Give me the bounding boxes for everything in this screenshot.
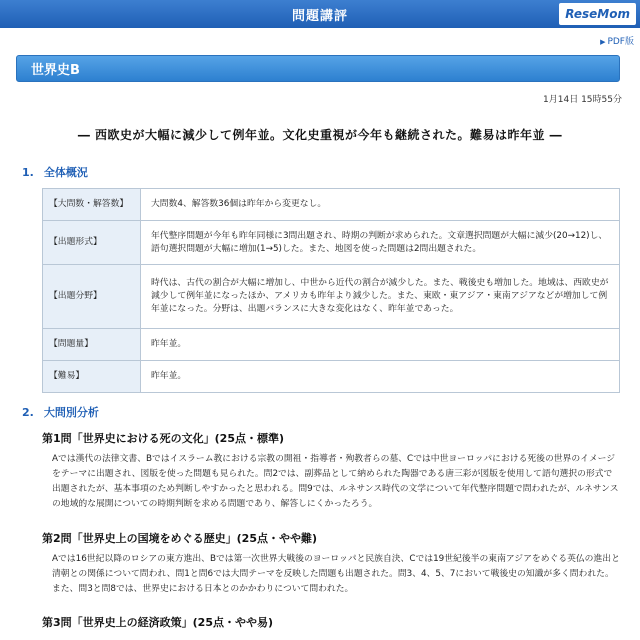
publish-date: 1月14日 15時55分 <box>543 95 622 105</box>
row-label: 【大問数・解答数】 <box>43 189 141 221</box>
section-title-bar <box>16 55 620 82</box>
overview-heading <box>22 164 88 180</box>
row-value: 昨年並。 <box>141 361 620 393</box>
row-label: 【出題形式】 <box>43 221 141 265</box>
banner-title: 問題講評 <box>291 8 348 24</box>
question-3-title: 第3問「世界史上の経済政策」(25点・やや易) <box>42 616 274 629</box>
row-label: 【問題量】 <box>43 329 141 361</box>
overview-heading-text: 全体概況 <box>43 166 88 179</box>
pdf-link-label: PDF版 <box>607 37 634 47</box>
resemom-logo[interactable]: ReseMom <box>559 3 636 25</box>
row-label: 【難易】 <box>43 361 141 393</box>
analysis-heading-number: 2. <box>22 406 34 419</box>
question-1-body: Aでは漢代の法律文書、Bではイスラーム教における宗教の開祖・指導者・殉教者らの墓、Cでは中世ヨーロッパにおける死後の世界のイメージをテーマに出題され、図版を使った問題も見られた。問2では、副葬品として納められた陶器である唐三彩が図版を使用して語句選択の形式で出題されたが、基本事項のため判断しやすかったと思われる。問9では、ルネサンス時代の文学について年代整序問題で問われたが、ルネサンスの地域的な展開についての時期判断を求める問題であり、解答しにくかったろう。 <box>52 454 619 509</box>
row-value: 時代は、古代の割合が大幅に増加し、中世から近代の割合が減少した。また、戦後史も増加した。地域は、西欧史が減少して例年並になったほか、アメリカも昨年より減少した。また、東欧・東アジア・東南アジアなどが増加して例年並になった。分野は、出題バランスに大きな変化はなく、昨年並であった。 <box>141 265 620 329</box>
headline: ― 西欧史が大幅に減少して例年並。文化史重視が今年も継続された。難易は昨年並 ― <box>77 128 563 142</box>
table-row <box>43 189 620 221</box>
table-row <box>43 221 620 265</box>
row-value: 大問数4、解答数36個は昨年から変更なし。 <box>141 189 620 221</box>
top-banner <box>0 0 640 28</box>
row-label: 【出題分野】 <box>43 265 141 329</box>
table-row <box>43 329 620 361</box>
row-value: 昨年並。 <box>141 329 620 361</box>
analysis-heading <box>22 404 99 420</box>
triangle-right-icon: ▶ <box>600 38 606 46</box>
analysis-heading-text: 大問別分析 <box>43 406 99 419</box>
question-2-title: 第2問「世界史上の国境をめぐる歴史」(25点・やや難) <box>42 532 318 545</box>
table-row <box>43 265 620 329</box>
section-title: 世界史B <box>31 63 80 78</box>
question-1-title: 第1問「世界史における死の文化」(25点・標準) <box>42 432 285 445</box>
table-row <box>43 361 620 393</box>
overview-table <box>42 188 620 393</box>
question-2-body: Aでは16世紀以降のロシアの東方進出、Bでは第一次世界大戦後のヨーロッパと民族自決、Cでは19世紀後半の東南アジアをめぐる英仏の進出と清朝との関係について問われ、問1と問6では大問テーマを反映した問題も出題された。問3、4、5、7において戦後史の知識が多く問われた。また、問3と問8では、世界史における日本とのかかわりについて問われた。 <box>52 554 620 594</box>
overview-heading-number: 1. <box>22 166 34 179</box>
row-value: 年代整序問題が今年も昨年同様に3問出題され、時期の判断が求められた。文章選択問題が大幅に減少(20→12)し、語句選択問題が大幅に増加(1→5)した。また、地図を使った問題は2問出題された。 <box>141 221 620 265</box>
pdf-version-link[interactable] <box>600 34 634 47</box>
